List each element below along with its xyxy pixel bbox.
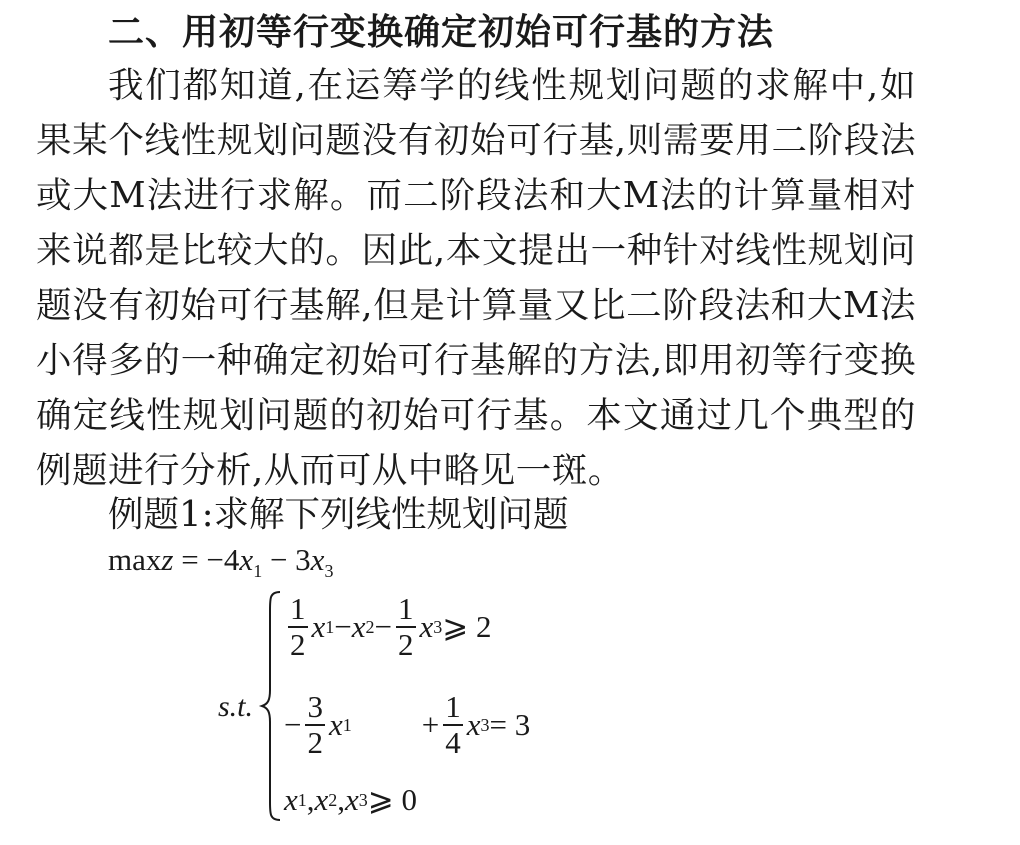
example-title: 例题1:求解下列线性规划问题	[108, 494, 569, 535]
minus-sign: −	[334, 609, 352, 644]
var-x: x	[328, 707, 343, 742]
constraint-rhs: ⩾ 0	[367, 782, 418, 817]
fraction-one-half: $\frac{1}{2}$	[290, 591, 306, 662]
fraction-one-quarter: $\frac{1}{4}$	[445, 689, 461, 760]
var-x: x	[239, 542, 254, 577]
subscript: 1	[297, 789, 307, 810]
subscript: 1	[253, 561, 263, 581]
var-x: x	[351, 609, 366, 644]
subscript: 3	[324, 561, 334, 581]
body-paragraph: 我们都知道,在运筹学的线性规划问题的求解中,如果某个线性规划问题没有初始可行基,则需要用二阶段法或大M法进行求解。而二阶段法和大M法的计算量相对来说都是比较大的。因此,本文提出一种针对线性规划问题没有初始可行基解,但是计算量又比二阶段法和大M法小得多的一种确定初始可行基解的方法,即用初等行变换确定线性规划问题的初始可行基。本文通过几个典型的例题进行分析,从而可从中略见一斑。	[36, 65, 916, 491]
subscript: 3	[433, 616, 443, 637]
var-x: x	[314, 782, 329, 817]
constraint-2	[284, 690, 530, 760]
comma: ,	[306, 782, 315, 817]
objective-eq: = −4	[173, 542, 240, 577]
objective-function	[108, 542, 333, 582]
var-x: x	[310, 542, 325, 577]
var-x: x	[311, 609, 326, 644]
minus-sign: −	[284, 707, 302, 742]
subscript: 3	[480, 714, 490, 735]
constraint-1	[284, 592, 492, 662]
constraint-rhs: = 3	[489, 707, 531, 742]
subject-to-label: s.t.	[218, 690, 254, 723]
constraint-rhs: ⩾ 2	[442, 609, 492, 644]
constraint-brace	[258, 590, 286, 822]
var-x: x	[284, 782, 298, 817]
constraint-3	[284, 782, 417, 818]
var-x: x	[345, 782, 359, 817]
plus-sign: +	[421, 707, 440, 742]
max-operator: max	[108, 542, 162, 577]
subscript: 2	[365, 616, 375, 637]
comma: ,	[337, 782, 346, 817]
var-x: x	[466, 707, 481, 742]
objective-minus: − 3	[262, 542, 311, 577]
fraction-one-half: $\frac{1}{2}$	[398, 591, 414, 662]
subscript: 1	[342, 714, 352, 735]
section-heading: 二、用初等行变换确定初始可行基的方法	[108, 12, 775, 53]
var-x: x	[419, 609, 434, 644]
minus-sign: −	[374, 609, 392, 644]
subscript: 1	[325, 616, 335, 637]
subscript: 3	[358, 789, 368, 810]
subscript: 2	[328, 789, 338, 810]
fraction-three-halves: $\frac{3}{2}$	[307, 689, 323, 760]
objective-variable: z	[161, 542, 174, 577]
